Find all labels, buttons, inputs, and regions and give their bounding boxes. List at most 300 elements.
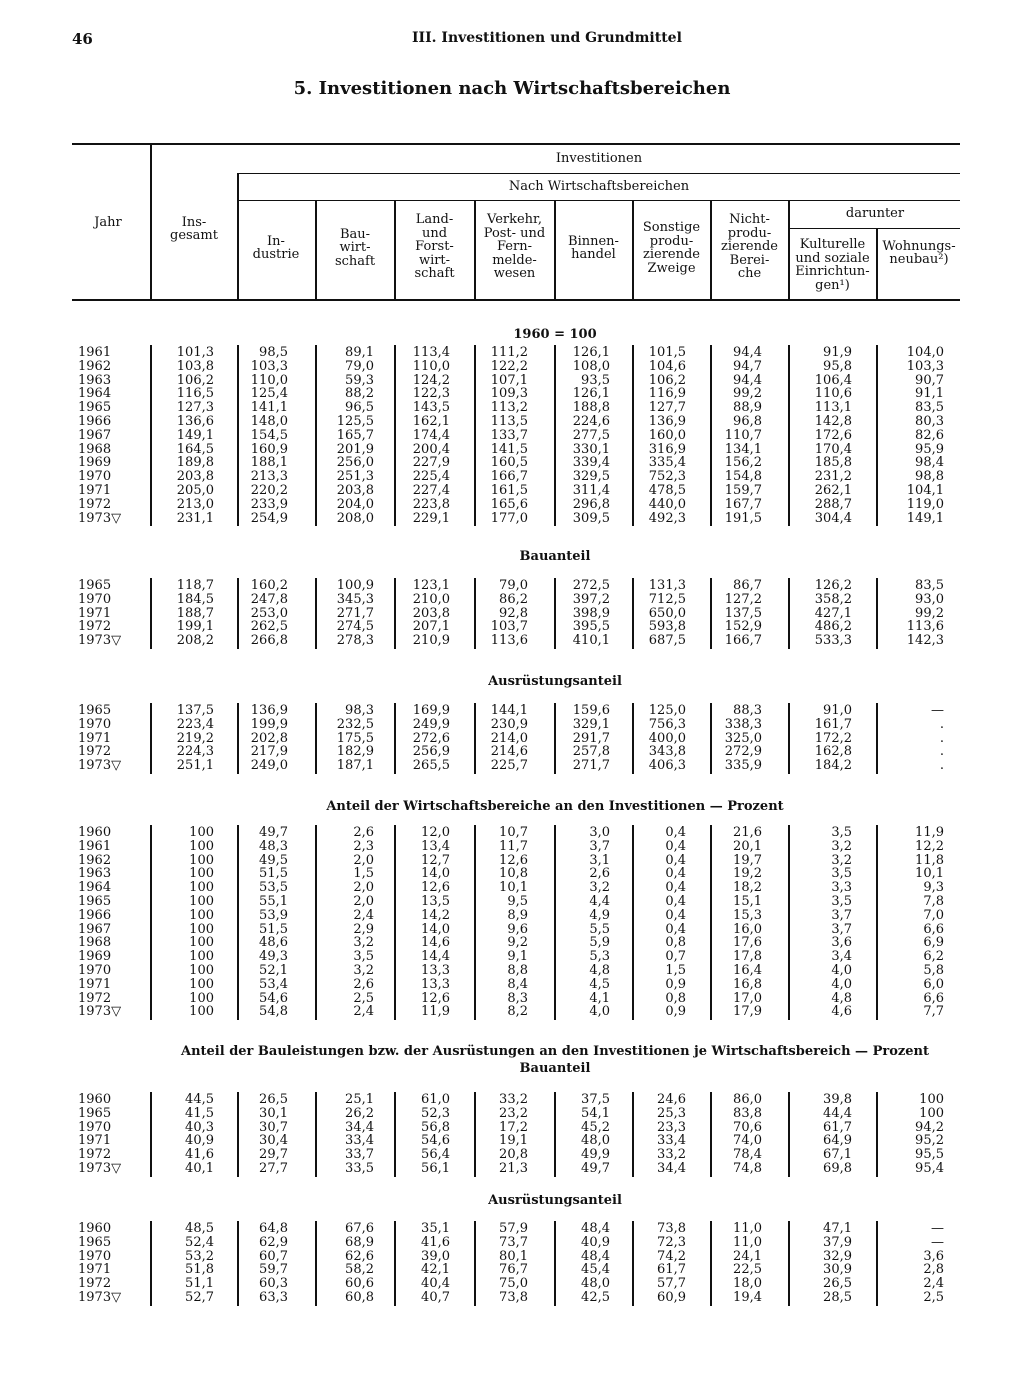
table-cell: 149,1 [176, 427, 214, 443]
table-cell: 56,1 [421, 1161, 450, 1176]
table-cell: 335,9 [724, 758, 762, 774]
table-cell: 8,2 [507, 1004, 528, 1020]
row-year: 1960 [78, 1092, 112, 1107]
table-cell: 45,4 [581, 1262, 610, 1278]
table-cell: . [939, 730, 944, 746]
table-cell: 166,7 [490, 469, 528, 485]
table-cell: 2,4 [923, 1276, 944, 1292]
header-insgesamt: Ins- gesamt [170, 214, 218, 243]
table-cell: 12,6 [421, 990, 450, 1006]
table-cell: 136,9 [250, 703, 288, 718]
table-cell: 3,6 [831, 935, 852, 951]
table-row [72, 895, 960, 909]
table-cell: 11,0 [733, 1234, 762, 1250]
table-cell: 345,3 [336, 591, 374, 607]
table-cell: 103,3 [906, 358, 944, 374]
table-cell: 48,6 [259, 935, 288, 951]
table-cell: 100 [189, 838, 214, 854]
table-cell: 3,2 [831, 852, 852, 868]
table-cell: 104,6 [648, 358, 686, 374]
table-cell: 42,5 [581, 1290, 610, 1305]
table-cell: 10,1 [499, 880, 528, 896]
table-cell: 162,1 [412, 414, 450, 429]
table-cell: 2,0 [353, 852, 374, 868]
row-year: 1961 [78, 345, 112, 360]
table-cell: 205,0 [176, 483, 214, 498]
header-darunter: darunter [845, 206, 905, 222]
table-cell: 271,7 [336, 605, 374, 621]
table-cell: 83,5 [915, 578, 944, 593]
table-cell: 330,1 [572, 441, 610, 457]
table-cell: 254,9 [250, 510, 288, 526]
table-cell: 52,4 [185, 1234, 214, 1250]
table-cell: 26,5 [823, 1276, 852, 1292]
table-cell: 10,7 [499, 825, 528, 840]
table-cell: 8,9 [507, 907, 528, 923]
table-cell: 687,5 [648, 633, 686, 649]
table-cell: 74,8 [733, 1161, 762, 1176]
table-cell: 54,8 [259, 1004, 288, 1020]
table-cell: 3,7 [831, 921, 852, 937]
table-cell: 34,4 [345, 1119, 374, 1135]
table-cell: 0,4 [665, 880, 686, 896]
table-cell: 20,8 [499, 1147, 528, 1163]
table-cell: 131,3 [648, 578, 686, 593]
table-row [72, 498, 960, 512]
table-cell: 274,5 [336, 619, 374, 635]
row-year: 1971 [78, 483, 112, 498]
table-cell: 33,7 [345, 1147, 374, 1163]
table-cell: 0,4 [665, 894, 686, 909]
table-cell: 188,1 [250, 455, 288, 471]
table-cell: 0,7 [665, 949, 686, 965]
table-cell: 339,4 [572, 455, 610, 471]
table-cell: 30,1 [259, 1105, 288, 1121]
table-cell: 213,3 [250, 469, 288, 485]
table-cell: 125,5 [336, 414, 374, 429]
table-cell: 100 [189, 880, 214, 896]
table-cell: 200,4 [412, 441, 450, 457]
table-cell: 100 [189, 825, 214, 840]
table-cell: 159,7 [724, 483, 762, 498]
table-cell: 144,1 [490, 703, 528, 718]
table-cell: 73,7 [499, 1234, 528, 1250]
table-cell: 19,7 [733, 852, 762, 868]
table-cell: 83,8 [733, 1105, 762, 1121]
table-cell: 122,2 [490, 358, 528, 374]
row-year: 1964 [78, 880, 112, 896]
table-cell: 160,5 [490, 455, 528, 471]
table-cell: 223,4 [176, 716, 214, 732]
table-cell: 21,6 [733, 825, 762, 840]
table-cell: 156,2 [724, 455, 762, 471]
table-cell: 108,0 [572, 358, 610, 374]
table-cell: 0,8 [665, 990, 686, 1006]
table-cell: 174,4 [412, 427, 450, 443]
table-cell: 427,1 [814, 605, 852, 621]
table-cell: 61,0 [421, 1092, 450, 1107]
row-year: 1965 [78, 400, 112, 416]
table-cell: 60,9 [657, 1290, 686, 1305]
table-cell: 116,9 [648, 386, 686, 402]
table-cell: 16,4 [733, 963, 762, 978]
row-year: 1970 [78, 963, 112, 978]
table-cell: 74,0 [733, 1133, 762, 1149]
running-head: III. Investitionen und Grundmittel [412, 30, 682, 46]
table-cell: 62,9 [259, 1234, 288, 1250]
table-cell: 88,9 [733, 400, 762, 416]
table-cell: 4,9 [589, 907, 610, 923]
table-cell: 21,3 [499, 1161, 528, 1176]
table-cell: 14,4 [421, 949, 450, 965]
table-cell: 0,8 [665, 935, 686, 951]
table-cell: 18,0 [733, 1276, 762, 1292]
table-cell: 177,0 [490, 510, 528, 526]
table-cell: 309,5 [572, 510, 610, 526]
table-cell: 9,1 [507, 949, 528, 965]
table-cell: 19,1 [499, 1133, 528, 1149]
table-cell: 113,5 [490, 414, 528, 429]
row-year: 1973▽ [78, 633, 122, 649]
table-cell: 224,6 [572, 414, 610, 429]
table-cell: 325,0 [724, 730, 762, 746]
table-cell: 25,3 [657, 1105, 686, 1121]
table-cell: 12,7 [421, 852, 450, 868]
table-cell: 58,2 [345, 1262, 374, 1278]
table-cell: 100 [189, 976, 214, 992]
table-cell: 166,7 [724, 633, 762, 649]
table-cell: 159,6 [572, 703, 610, 718]
table-cell: 165,6 [490, 496, 528, 512]
table-cell: 64,8 [259, 1221, 288, 1236]
table-cell: 478,5 [648, 483, 686, 498]
table-cell: 2,6 [353, 976, 374, 992]
table-cell: 6,0 [923, 976, 944, 992]
table-cell: 40,4 [421, 1276, 450, 1292]
table-cell: 187,1 [336, 758, 374, 774]
table-cell: 16,8 [733, 976, 762, 992]
table-cell: 227,4 [412, 483, 450, 498]
section-title: 1960 = 100 [513, 327, 597, 342]
table-cell: 172,2 [814, 730, 852, 746]
table-cell: 51,8 [185, 1262, 214, 1278]
table-cell: 272,9 [724, 744, 762, 760]
table-cell: 14,0 [421, 866, 450, 882]
table-cell: 113,6 [490, 633, 528, 649]
row-year: 1973▽ [78, 510, 122, 526]
table-cell: 48,4 [581, 1248, 610, 1264]
table-cell: 5,5 [589, 921, 610, 937]
section-title: Anteil der Wirtschaftsbereiche an den Investitionen — Prozent [326, 799, 784, 814]
table-cell: 53,5 [259, 880, 288, 896]
table-cell: 3,1 [589, 852, 610, 868]
table-cell: 593,8 [648, 619, 686, 635]
table-cell: 126,1 [572, 386, 610, 402]
table-cell: 2,6 [353, 825, 374, 840]
table-cell: 104,0 [906, 345, 944, 360]
row-year: 1960 [78, 825, 112, 840]
table-cell: 4,1 [589, 990, 610, 1006]
table-cell: 95,9 [915, 441, 944, 457]
table-cell: 8,3 [507, 990, 528, 1006]
table-cell: 207,1 [412, 619, 450, 635]
table-cell: 99,2 [733, 386, 762, 402]
row-year: 1965 [78, 578, 112, 593]
table-cell: 249,9 [412, 716, 450, 732]
row-year: 1966 [78, 907, 112, 923]
table-cell: 160,2 [250, 578, 288, 593]
table-cell: 7,8 [923, 894, 944, 909]
table-cell: 247,8 [250, 591, 288, 607]
table-cell: 32,9 [823, 1248, 852, 1264]
table-cell: 6,6 [923, 921, 944, 937]
table-cell: 397,2 [572, 591, 610, 607]
table-cell: 210,0 [412, 591, 450, 607]
table-cell: 170,4 [814, 441, 852, 457]
table-cell: 3,5 [831, 894, 852, 909]
table-row [72, 579, 960, 593]
table-cell: 277,5 [572, 427, 610, 443]
table-cell: 70,6 [733, 1119, 762, 1135]
table-cell: 5,9 [589, 935, 610, 951]
table-cell: 94,7 [733, 358, 762, 374]
table-cell: 288,7 [814, 496, 852, 512]
table-cell: 272,5 [572, 578, 610, 593]
table-cell: 12,2 [915, 838, 944, 854]
table-row [72, 1222, 960, 1236]
table-cell: 2,4 [353, 1004, 374, 1020]
row-year: 1965 [78, 894, 112, 909]
table-cell: 100 [189, 921, 214, 937]
table-cell: 229,1 [412, 510, 450, 526]
table-cell: 98,8 [915, 469, 944, 485]
table-cell: 34,4 [657, 1161, 686, 1176]
table-cell: 79,0 [499, 578, 528, 593]
row-year: 1963 [78, 372, 112, 388]
table-cell: 100 [189, 866, 214, 882]
row-year: 1961 [78, 838, 112, 854]
table-cell: 52,7 [185, 1290, 214, 1305]
table-cell: 134,1 [724, 441, 762, 457]
table-cell: 2,8 [923, 1262, 944, 1278]
header-jahr: Jahr [94, 215, 122, 231]
row-year: 1973▽ [78, 1161, 122, 1176]
table-cell: 184,5 [176, 591, 214, 607]
table-cell: 14,0 [421, 921, 450, 937]
table-cell: 15,3 [733, 907, 762, 923]
table-cell: 141,1 [250, 400, 288, 416]
header-bauwirtschaft: Bau- wirt- schaft [334, 226, 376, 269]
table-cell: 35,1 [421, 1221, 450, 1236]
section-subtitle: Bauanteil [519, 1061, 591, 1076]
table-cell: 4,0 [831, 976, 852, 992]
table-cell: 304,4 [814, 510, 852, 526]
table-cell: 98,4 [915, 455, 944, 471]
table-cell: 10,1 [915, 866, 944, 882]
table-cell: 33,4 [345, 1133, 374, 1149]
table-cell: 148,0 [250, 414, 288, 429]
row-year: 1971 [78, 1262, 112, 1278]
header-wohnungsneubau: Wohnungs- neubau²) [882, 238, 956, 267]
table-row [72, 1107, 960, 1121]
table-cell: 100 [919, 1092, 944, 1107]
header-sonstige: Sonstige produ- zierende Zweige [642, 220, 701, 276]
table-row [72, 718, 960, 732]
row-year: 1969 [78, 949, 112, 965]
table-cell: 4,4 [589, 894, 610, 909]
table-cell: 103,3 [250, 358, 288, 374]
table-cell: 13,3 [421, 963, 450, 978]
table-cell: 18,2 [733, 880, 762, 896]
table-cell: 100 [189, 990, 214, 1006]
statistics-table [72, 143, 960, 1323]
table-row [72, 512, 960, 526]
table-cell: 227,9 [412, 455, 450, 471]
table-cell: 127,7 [648, 400, 686, 416]
table-cell: 100 [189, 894, 214, 909]
table-cell: 33,2 [499, 1092, 528, 1107]
row-year: 1970 [78, 1119, 112, 1135]
table-cell: 100 [189, 963, 214, 978]
table-cell: 51,1 [185, 1276, 214, 1292]
table-cell: 100 [189, 935, 214, 951]
table-cell: 7,7 [923, 1004, 944, 1020]
table-cell: 30,7 [259, 1119, 288, 1135]
row-year: 1971 [78, 976, 112, 992]
table-cell: 3,5 [831, 825, 852, 840]
table-cell: 33,2 [657, 1147, 686, 1163]
section-title: Bauanteil [519, 549, 591, 564]
table-cell: 106,2 [648, 372, 686, 388]
table-cell: 73,8 [499, 1290, 528, 1305]
table-row [72, 978, 960, 992]
table-cell: 2,0 [353, 894, 374, 909]
table-cell: 110,6 [814, 386, 852, 402]
row-year: 1970 [78, 591, 112, 607]
table-cell: 69,8 [823, 1161, 852, 1176]
header-nach-wirtschaftsbereichen: Nach Wirtschaftsbereichen [508, 179, 690, 195]
table-cell: 756,3 [648, 716, 686, 732]
row-year: 1972 [78, 619, 112, 635]
table-cell: 17,9 [733, 1004, 762, 1020]
table-cell: 48,0 [581, 1133, 610, 1149]
table-cell: 111,2 [490, 345, 528, 360]
table-cell: 27,7 [259, 1161, 288, 1176]
table-cell: 161,7 [814, 716, 852, 732]
table-cell: 109,3 [490, 386, 528, 402]
table-cell: 10,8 [499, 866, 528, 882]
table-cell: 3,7 [831, 907, 852, 923]
table-cell: 9,2 [507, 935, 528, 951]
table-cell: 64,9 [823, 1133, 852, 1149]
table-cell: 93,5 [581, 372, 610, 388]
table-cell: 231,1 [176, 510, 214, 526]
table-cell: 126,2 [814, 578, 852, 593]
table-cell: 30,9 [823, 1262, 852, 1278]
table-cell: 73,8 [657, 1221, 686, 1236]
table-cell: 175,5 [336, 730, 374, 746]
table-cell: 149,1 [906, 510, 944, 526]
table-cell: 0,4 [665, 921, 686, 937]
header-nichtproduzierende: Nicht- produ- zierende Berei- che [721, 212, 778, 282]
table-cell: 11,0 [733, 1221, 762, 1236]
table-row [72, 1291, 960, 1305]
table-cell: 3,3 [831, 880, 852, 896]
table-cell: 78,4 [733, 1147, 762, 1163]
table-cell: 188,8 [572, 400, 610, 416]
table-cell: 29,7 [259, 1147, 288, 1163]
table-cell: 72,3 [657, 1234, 686, 1250]
table-cell: 233,9 [250, 496, 288, 512]
table-cell: 95,5 [915, 1147, 944, 1163]
table-cell: 106,2 [176, 372, 214, 388]
table-cell: 219,2 [176, 730, 214, 746]
table-cell: 51,5 [259, 866, 288, 882]
header-industrie: In- dustrie [252, 233, 300, 262]
table-cell: 4,0 [831, 963, 852, 978]
table-cell: 199,1 [176, 619, 214, 635]
table-cell: . [939, 758, 944, 774]
table-cell: 1,5 [353, 866, 374, 882]
table-cell: 76,7 [499, 1262, 528, 1278]
table-cell: 41,5 [185, 1105, 214, 1121]
table-cell: 119,0 [906, 496, 944, 512]
table-cell: 44,4 [823, 1105, 852, 1121]
table-cell: 329,1 [572, 716, 610, 732]
table-cell: 42,1 [421, 1262, 450, 1278]
table-cell: 62,6 [345, 1248, 374, 1264]
table-cell: 400,0 [648, 730, 686, 746]
table-cell: 125,4 [250, 386, 288, 402]
table-row [72, 360, 960, 374]
table-cell: 9,6 [507, 921, 528, 937]
row-year: 1970 [78, 1248, 112, 1264]
table-cell: 49,7 [581, 1161, 610, 1176]
row-year: 1973▽ [78, 1004, 122, 1020]
row-year: 1962 [78, 852, 112, 868]
table-cell: 225,7 [490, 758, 528, 774]
row-year: 1971 [78, 605, 112, 621]
table-cell: 53,4 [259, 976, 288, 992]
table-cell: 256,0 [336, 455, 374, 471]
row-year: 1965 [78, 1105, 112, 1121]
table-cell: 8,4 [507, 976, 528, 992]
table-cell: 79,0 [345, 358, 374, 374]
table-cell: 257,8 [572, 744, 610, 760]
table-cell: 100 [189, 949, 214, 965]
table-cell: 191,5 [724, 510, 762, 526]
table-cell: 25,1 [345, 1092, 374, 1107]
table-cell: 41,6 [185, 1147, 214, 1163]
table-cell: 122,3 [412, 386, 450, 402]
table-cell: 3,4 [831, 949, 852, 965]
table-cell: 2,6 [589, 866, 610, 882]
table-cell: 98,5 [259, 345, 288, 360]
table-cell: 251,1 [176, 758, 214, 774]
table-cell: 12,6 [499, 852, 528, 868]
table-cell: 231,2 [814, 469, 852, 485]
table-cell: 1,5 [665, 963, 686, 978]
table-cell: — [931, 1234, 944, 1250]
table-cell: . [939, 716, 944, 732]
table-cell: 3,7 [589, 838, 610, 854]
table-cell: 39,0 [421, 1248, 450, 1264]
page-number: 46 [72, 30, 93, 48]
table-cell: 106,4 [814, 372, 852, 388]
table-cell: 23,2 [499, 1105, 528, 1121]
table-cell: 113,6 [906, 619, 944, 635]
row-year: 1967 [78, 427, 112, 443]
